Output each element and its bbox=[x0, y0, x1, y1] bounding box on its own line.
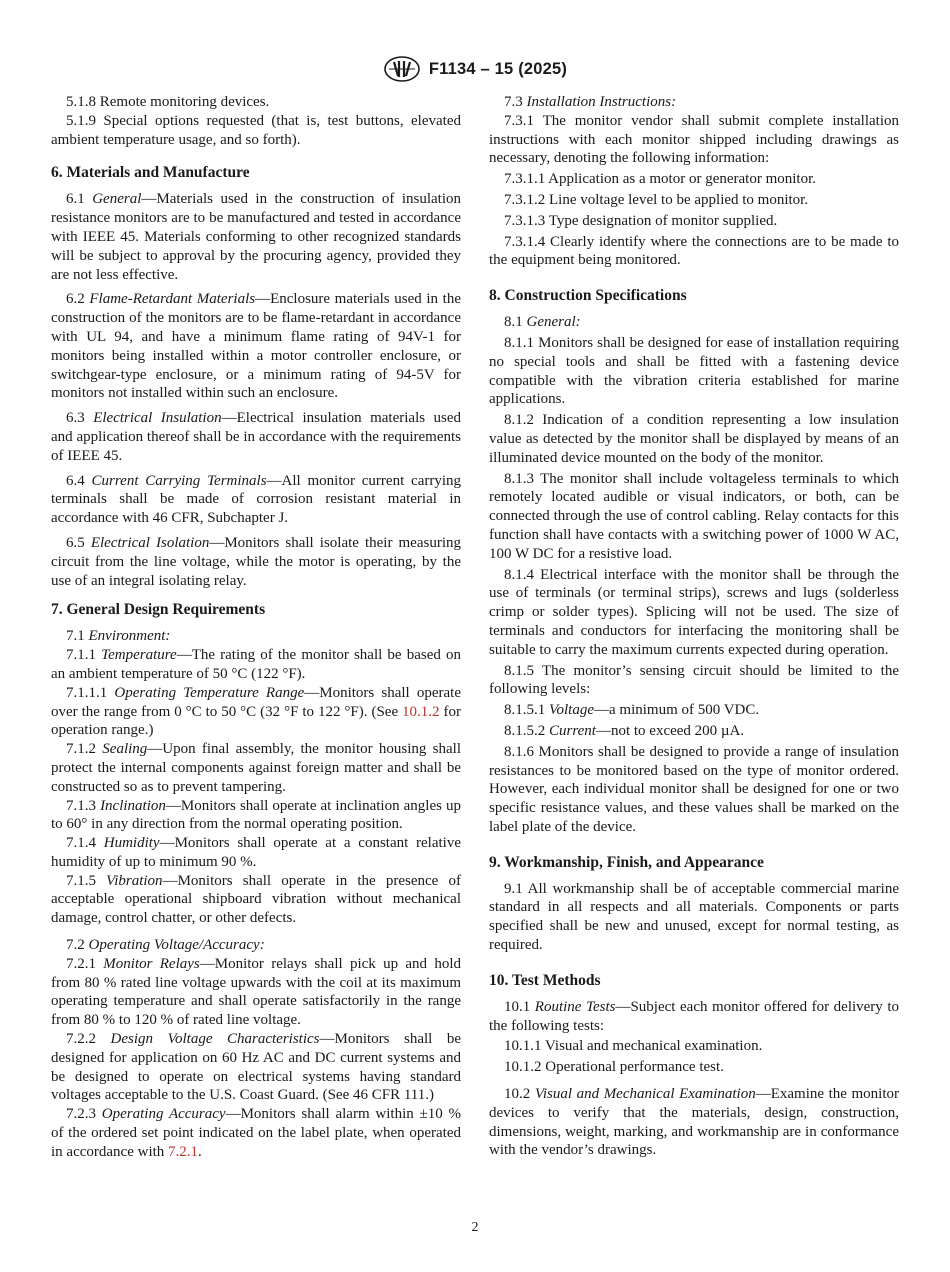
paragraph bbox=[489, 191, 899, 210]
text-run: 7.1.5 bbox=[66, 872, 107, 889]
text-run: 10.1 bbox=[504, 998, 535, 1015]
paragraph bbox=[51, 936, 461, 955]
italic-run: Current bbox=[549, 722, 596, 739]
text-run: 7.1 bbox=[66, 628, 89, 645]
text-run: 7.3.1.2 Line voltage level to be applied to monitor. bbox=[504, 191, 809, 208]
paragraph bbox=[51, 190, 461, 284]
paragraph bbox=[489, 170, 899, 189]
text-run: 7.1.2 bbox=[66, 741, 103, 758]
italic-run: Vibration bbox=[106, 872, 163, 889]
text-run: 7. General Design Requirements bbox=[51, 601, 266, 619]
paragraph bbox=[51, 1030, 461, 1105]
text-run: —a minimum of 500 VDC. bbox=[594, 702, 760, 719]
text-run: 8.1.5.1 bbox=[504, 702, 549, 719]
text-run: 7.3.1 The monitor vendor shall submit complete installation instructions with each monitor shipped including drawings as necessary, denoting the following information: bbox=[489, 112, 899, 167]
cross-reference-link[interactable]: 10.1.2 bbox=[402, 703, 440, 720]
text-run: —Enclosure materials used in the construction of the monitors are to be flame-retardant in accordance with UL 94, and have a minimum flame rating of 94V-1 for monitors being installed within a motor controller enclosure, or switchgear-type enclosure, or a minimum rating of 94-5V for monitors not installed within such an enclosure. bbox=[51, 291, 461, 402]
text-run: —Subject each monitor offered for delivery to the following tests: bbox=[489, 998, 900, 1034]
paragraph bbox=[51, 740, 461, 796]
text-run: —Monitors shall alarm within ±10 % of the ordered set point indicated on the label plate, when operated in accordance with bbox=[51, 1106, 462, 1160]
italic-run: Routine Tests bbox=[534, 998, 616, 1015]
paragraph bbox=[489, 998, 899, 1036]
text-run: 6.5 bbox=[66, 534, 91, 551]
text-run: . bbox=[198, 1143, 202, 1160]
paragraph bbox=[489, 1037, 899, 1056]
paragraph bbox=[51, 627, 461, 646]
astm-logo-icon bbox=[383, 56, 421, 82]
italic-run: Temperature bbox=[101, 647, 177, 664]
paragraph bbox=[489, 662, 899, 700]
text-run: 9.1 All workmanship shall be of acceptable commercial marine standard in all respects and all materials. Components or parts specified shall be new and unused, except for normal testing, as required. bbox=[489, 880, 899, 954]
page-number: 2 bbox=[471, 1220, 479, 1235]
text-run: —Upon final assembly, the monitor housing shall protect the internal components against foreign matter and shall be constructed so as to prevent tampering. bbox=[51, 741, 461, 795]
paragraph bbox=[51, 409, 461, 465]
text-run: 6. Materials and Manufacture bbox=[51, 164, 250, 182]
right-column bbox=[489, 93, 899, 1160]
paragraph bbox=[489, 470, 899, 564]
text-run: 6.3 bbox=[66, 410, 94, 427]
text-run: 8.1 bbox=[504, 314, 527, 331]
text-run: —Monitors shall be designed for application on 60 Hz AC and DC current systems and be designed to operate on electrical systems having standard voltages acceptable to the U.S. Coast Guard. (See 46 CFR 111.) bbox=[51, 1031, 461, 1104]
paragraph bbox=[51, 93, 461, 112]
text-run: 8.1.5 The monitor’s sensing circuit should be limited to the following levels: bbox=[489, 662, 899, 698]
text-run: 6.2 bbox=[66, 291, 90, 308]
text-run: —Electrical insulation materials used and application thereof shall be in accordance with the requirements of IEEE 45. bbox=[51, 410, 461, 464]
text-run: 10. Test Methods bbox=[489, 971, 601, 989]
italic-run: Monitor Relays bbox=[103, 955, 200, 972]
text-run: 8.1.4 Electrical interface with the monitor shall be through the use of terminals (or terminal strips), screws and lugs (solderless crimp or solder types). Splicing will not be used. The size of terminals and conductors for interfacing the monitoring shall be suitable to carry the maximum currents expected during operation. bbox=[489, 566, 899, 658]
text-run: 8.1.5.2 bbox=[504, 722, 549, 739]
italic-run: Electrical Insulation bbox=[93, 410, 222, 427]
left-column bbox=[51, 93, 461, 1162]
text-run: 5.1.8 Remote monitoring devices. bbox=[66, 94, 270, 110]
paragraph bbox=[489, 233, 899, 271]
paragraph bbox=[489, 334, 899, 409]
italic-run: General bbox=[92, 191, 142, 208]
text-run: 10.1.1 Visual and mechanical examination. bbox=[504, 1038, 763, 1055]
italic-run: Design Voltage Characteristics bbox=[110, 1031, 320, 1048]
text-run: —The rating of the monitor shall be based on an ambient temperature of 50 °C (122 °F). bbox=[51, 647, 461, 682]
paragraph bbox=[51, 534, 461, 590]
text-run: 7.1.3 bbox=[66, 797, 101, 814]
paragraph bbox=[489, 880, 899, 955]
text-run: 8. Construction Specifications bbox=[489, 287, 687, 305]
text-run: 7.2.1 bbox=[66, 955, 104, 972]
text-run: 7.2.2 bbox=[66, 1031, 111, 1048]
paragraph bbox=[51, 1105, 461, 1161]
italic-run: Environment: bbox=[88, 628, 171, 645]
text-run: 7.1.1.1 bbox=[66, 684, 115, 701]
paragraph bbox=[51, 646, 461, 684]
paragraph bbox=[51, 872, 461, 928]
italic-run: Humidity bbox=[103, 835, 160, 852]
paragraph bbox=[489, 722, 899, 741]
paragraph bbox=[51, 472, 461, 528]
paragraph bbox=[51, 290, 461, 403]
text-run: —Monitors shall operate over the range from 0 °C to 50 °C (32 °F to 122 °F). (See bbox=[51, 684, 461, 720]
italic-run: General: bbox=[526, 314, 581, 331]
text-run: —All monitor current carrying terminals shall be made of corrosion resistant material in accordance with 46 CFR, Subchapter J. bbox=[51, 472, 462, 527]
italic-run: Installation Instructions: bbox=[526, 94, 677, 110]
italic-run: Flame-Retardant Materials bbox=[89, 291, 256, 308]
paragraph bbox=[489, 313, 899, 332]
text-run: 7.2.3 bbox=[66, 1106, 102, 1123]
text-run: 8.1.1 Monitors shall be designed for ease of installation requiring no special tools and shall be fitted with a fastening device compatible with the vibration criteria established for marine applications. bbox=[489, 334, 899, 408]
page-header bbox=[0, 56, 950, 82]
text-run: 10.1.2 Operational performance test. bbox=[504, 1059, 724, 1076]
text-run: —Monitor relays shall pick up and hold from 80 % rated line voltage upwards with the coil at its maximum operating temperature and shall operate satisfactorily in the range from 80 % to 120 % of rated line voltage. bbox=[51, 955, 461, 1029]
text-run: 7.2 bbox=[66, 937, 89, 954]
italic-run: Current Carrying Terminals bbox=[91, 472, 267, 489]
text-run: 8.1.6 Monitors shall be designed to provide a range of insulation resistances to be monitored based on the type of monitor ordered. However, each individual monitor shall be designed for one or two specific resistance values, and these values shall be marked on the label plate of the device. bbox=[489, 743, 899, 835]
paragraph bbox=[489, 112, 899, 168]
italic-run: Operating Temperature Range bbox=[114, 684, 305, 701]
text-run: 5.1.9 Special options requested (that is, test buttons, elevated ambient temperature usage, and so forth). bbox=[51, 112, 461, 148]
paragraph bbox=[51, 797, 461, 835]
text-run: 8.1.2 Indication of a condition representing a low insulation value as detected by the monitor shall be displayed by means of an illuminated device mounted on the body of the monitor. bbox=[489, 412, 899, 466]
paragraph bbox=[51, 834, 461, 872]
text-run: 9. Workmanship, Finish, and Appearance bbox=[489, 853, 764, 871]
paragraph bbox=[51, 112, 461, 150]
italic-run: Operating Accuracy bbox=[101, 1106, 226, 1123]
section-heading bbox=[489, 286, 899, 305]
paragraph bbox=[489, 411, 899, 467]
paragraph bbox=[51, 955, 461, 1030]
text-run: 6.1 bbox=[66, 191, 93, 208]
text-run: —Monitors shall operate at a constant relative humidity of up to minimum 90 %. bbox=[51, 835, 461, 870]
italic-run: Visual and Mechanical Examination bbox=[534, 1086, 756, 1103]
text-run: 7.3 bbox=[504, 94, 527, 110]
paragraph bbox=[489, 566, 899, 660]
italic-run: Inclination bbox=[100, 797, 166, 814]
text-run: 7.3.1.3 Type designation of monitor supplied. bbox=[504, 212, 778, 229]
section-heading bbox=[489, 853, 899, 872]
section-heading bbox=[51, 600, 461, 619]
text-run: —Examine the monitor devices to verify that the materials, design, construction, dimensions, weight, marking, and workmanship are in conformance with the vendor’s drawings. bbox=[489, 1086, 900, 1159]
paragraph bbox=[489, 1085, 899, 1160]
text-run: 10.2 bbox=[504, 1086, 535, 1103]
cross-reference-link[interactable]: 7.2.1 bbox=[168, 1143, 199, 1160]
paragraph bbox=[489, 212, 899, 231]
text-run: —Monitors shall operate in the presence of acceptable operational shipboard vibration without mechanical damage, control chatter, or other defects. bbox=[51, 872, 462, 927]
paragraph bbox=[51, 684, 461, 740]
text-run: 7.1.1 bbox=[66, 647, 102, 664]
italic-run: Sealing bbox=[102, 741, 148, 758]
paragraph bbox=[489, 701, 899, 720]
section-heading bbox=[51, 163, 461, 182]
text-run: —Monitors shall isolate their measuring circuit from the line voltage, while the motor is operating, by the use of an integral isolating relay. bbox=[51, 534, 462, 589]
text-run: 7.3.1.4 Clearly identify where the connections are to be made to the equipment being monitored. bbox=[489, 233, 899, 269]
text-run: 6.4 bbox=[66, 472, 92, 489]
standard-designation: F1134 – 15 (2025) bbox=[428, 59, 568, 78]
text-run: —Monitors shall operate at inclination angles up to 60° in any direction from the normal operating position. bbox=[51, 797, 461, 833]
text-run: for operation range.) bbox=[51, 703, 461, 739]
paragraph bbox=[489, 743, 899, 837]
section-heading bbox=[489, 971, 899, 990]
text-run: 7.1.4 bbox=[66, 835, 104, 852]
italic-run: Operating Voltage/Accuracy: bbox=[88, 937, 265, 954]
italic-run: Voltage bbox=[549, 702, 594, 719]
text-run: 7.3.1.1 Application as a motor or generator monitor. bbox=[504, 171, 817, 188]
italic-run: Electrical Isolation bbox=[90, 534, 210, 551]
text-run: 8.1.3 The monitor shall include voltageless terminals to which remotely located audible or visual indicators, or both, can be connected through the use of control cabling. Relay contacts for this function shall have contacts with a switching power of 1000 W AC, 100 W DC for a resistive load. bbox=[489, 470, 899, 562]
text-run: —Materials used in the construction of insulation resistance monitors are to be manufactured and tested in accordance with IEEE 45. Materials conforming to other recognized standards will be subject to approval by the procuring agency, provided they are not less effective. bbox=[51, 191, 461, 283]
text-run: —not to exceed 200 µA. bbox=[595, 722, 745, 739]
paragraph bbox=[489, 1058, 899, 1077]
paragraph bbox=[489, 93, 899, 112]
